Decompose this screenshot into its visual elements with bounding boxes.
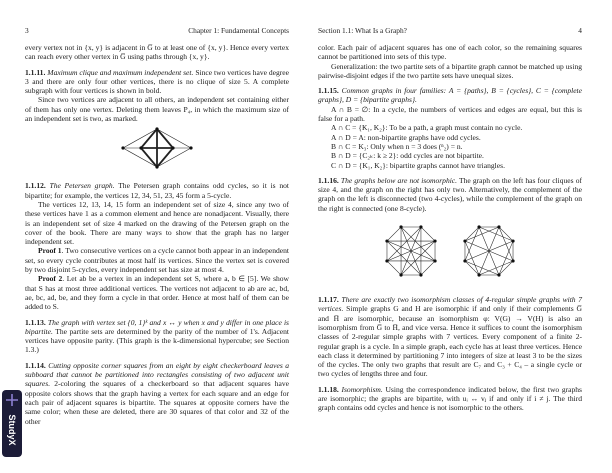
exercise-number: 1.1.17.	[318, 295, 339, 305]
vertex	[139, 147, 142, 150]
clique-figure	[107, 123, 207, 175]
set-line: B ∩ C = K₃: Only when n = 3 does (ⁿ₂) = n.	[331, 141, 463, 151]
exercise-title: Isomorphism.	[341, 384, 383, 394]
vertex	[419, 225, 422, 228]
exercise-text: 2-coloring the squares of a checkerboard so that adjacent squares have opposite colors shows that the graph having a vertex for each square and an edge for each pair of adjacent squares is bipartite. The squares at opposite corners have the same color; when these are deleted, there are 30 squares of that color and 32 of the other	[25, 379, 290, 426]
edge	[499, 227, 513, 241]
edge	[465, 261, 479, 275]
proof-text: . Let ab be a vertex in an independent set S, where a, b ∈ [5]. We show that S has at most three additional vertices. The vertices not adjacent to ab are ac, bd, ae, bc, ad, be, and they form a cycle in that order. Hence at most half of them can be added to S.	[25, 274, 290, 312]
bold-edge	[157, 148, 173, 167]
exercise-1-1-18	[318, 385, 582, 413]
vertex	[155, 128, 158, 131]
vertex	[497, 273, 500, 276]
paragraph: every vertex not in {x, y} is adjacent in G̅ to at least one of {x, y}. Hence every vertex can reach every other vertex in G̅ using paths through {x, y}.	[25, 43, 289, 62]
exercise-1-1-16	[318, 176, 582, 289]
edge	[157, 129, 191, 148]
vertex	[385, 239, 388, 242]
exercise-number: 1.1.14.	[25, 360, 46, 370]
edge	[421, 227, 435, 241]
vertex	[385, 259, 388, 262]
paragraph: Since two vertices are adjacent to all others, an independent set containing either of them has only one vertex. Deleting them leaves P₄, in which the maximum size of an independent set is two, as marked.	[25, 95, 289, 124]
vertex	[189, 147, 192, 150]
proof-label: Proof 1	[38, 246, 62, 256]
exercise-title: The Petersen graph.	[49, 181, 115, 191]
exercise-number: 1.1.15.	[318, 86, 339, 96]
edge	[387, 227, 401, 241]
set-line: A ∩ C = {K₁, K₂}: To be a path, a graph must contain no cycle.	[331, 123, 523, 133]
exercise-title: The graph with vertex set {0, 1}ᵏ and x ↔ y when x and y differ in one place is bipartite.	[25, 317, 289, 336]
bold-edge	[157, 129, 173, 148]
bold-edge	[141, 129, 157, 148]
exercise-number: 1.1.16.	[318, 175, 339, 185]
exercise-text: Using the correspondence indicated below, the first two graphs are isomorphic; the graphs are bipartite, with uᵢ ↔ vⱼ if and only if i ≠ j. The third graph contains odd cycles and hence is not isomorphic to the others.	[318, 384, 582, 413]
running-head: Chapter 1: Fundamental Concepts	[188, 26, 289, 35]
exercise-1-1-17	[318, 295, 582, 379]
running-header	[25, 26, 289, 36]
vertex	[433, 239, 436, 242]
vertex	[433, 259, 436, 262]
set-line: B ∩ D = {C₂ₖ: k ≥ 2}: odd cycles are not bipartite.	[331, 151, 484, 161]
vertex	[171, 147, 174, 150]
bold-edge	[141, 148, 157, 167]
exercise-title: Common graphs in four families: A = {paths}, B = {cycles}, C = {complete graphs}, D = {bipartite graphs}.	[318, 86, 582, 105]
exercise-title: Maximum clique and maximum independent set.	[47, 67, 194, 77]
running-head: Section 1.1: What Is a Graph?	[318, 26, 407, 35]
exercise-1-1-14	[25, 361, 289, 426]
exercise-number: 1.1.11.	[25, 67, 46, 77]
page-number: 4	[578, 26, 582, 35]
vertex	[399, 225, 402, 228]
exercise-number: 1.1.18.	[318, 384, 339, 394]
exercise-title: Cutting opposite corner squares from an eight by eight checkerboard leaves a subboard that cannot be partitioned into rectangles consisting of two adjacent unit squares.	[25, 360, 289, 389]
set-line: C ∩ D = {K₁, K₂}: bipartite graphs cannot have triangles.	[331, 160, 505, 170]
paragraph: color. Each pair of adjacent squares has one of each color, so the remaining squares cannot be partitioned into sets of this type.	[318, 43, 582, 62]
exercise-number: 1.1.13.	[25, 317, 46, 327]
edge	[401, 241, 435, 275]
exercise-text: The partite sets are determined by the parity of the number of 1's. Adjacent vertices have opposite parity. (This graph is the k-dimensional hypercube; see Section 1.3.)	[25, 326, 289, 355]
vertex	[121, 147, 124, 150]
vertex	[419, 273, 422, 276]
set-line: A ∩ D = A: non-bipartite graphs have odd cycles.	[331, 132, 481, 142]
studyx-badge[interactable]	[2, 390, 22, 457]
badge-label: StudyX	[7, 414, 17, 446]
vertex	[477, 273, 480, 276]
edge	[401, 227, 435, 261]
plus-icon	[6, 394, 18, 406]
exercise-number: 1.1.12.	[25, 181, 46, 191]
exercise-title: The graphs below are not isomorphic.	[340, 175, 458, 185]
edge	[387, 227, 421, 261]
exercise-text: The graph on the left has four cliques of size 4, and the graph on the right has only two. Alternatively, the complement of the graph on the left is disconnected (two 4-cycles), while the complement of the graph on the right is connected (one 8-cycle).	[318, 175, 582, 213]
vertex	[155, 166, 158, 169]
vertex	[399, 273, 402, 276]
edge	[123, 148, 157, 167]
exercise-title: There are exactly two isomorphism classes of 4-regular simple graphs with 7 vertices.	[318, 295, 582, 314]
paragraph: The vertices 12, 13, 14, 15 form an independent set of size 4, since any two of these vertices have 1 as a common element and hence are nonadjacent. Visually, there is an independent set of size 4 marked on the drawing of the Petersen graph on the cover of the book. There are many ways to show that the graph has no larger independent set.	[25, 199, 289, 247]
paragraph: Generalization: the two partite sets of a bipartite graph cannot be matched up using pairwise-disjoint edges if the two partite sets have unequal sizes.	[318, 61, 582, 80]
page-number: 3	[25, 26, 29, 35]
edge	[387, 261, 401, 275]
edge	[465, 227, 479, 241]
exercise-1-1-12	[25, 181, 289, 311]
exercise-1-1-15	[318, 86, 582, 170]
exercise-text: Since two vertices have degree 3 and there are only four other vertices, there is no clique of size 5. A complete subgraph with four vertices is shown in bold.	[25, 67, 289, 96]
set-line: A ∩ B = ∅: In a cycle, the numbers of vertices and edges are equal, but this is false for a path.	[318, 104, 582, 124]
proof-label: Proof 2	[38, 274, 63, 284]
running-header	[318, 26, 582, 36]
exercise-text: The Petersen graph contains odd cycles, so it is not bipartite; for example, the vertices 12, 34, 51, 23, 45 form a 5-cycle.	[25, 181, 289, 200]
octagon-graphs-figure	[318, 213, 582, 289]
edge	[387, 241, 421, 275]
vertex	[463, 239, 466, 242]
vertex	[497, 225, 500, 228]
proof-text: . Two consecutive vertices on a cycle cannot both appear in an independent set, so every cycle contributes at most half its vertices. Since the vertex set is covered by two disjoint 5-cycles, every independent set has size at most 4.	[25, 246, 290, 275]
edge	[499, 261, 513, 275]
edge	[157, 148, 191, 167]
exercise-1-1-13	[25, 318, 289, 355]
edge	[421, 261, 435, 275]
vertex	[477, 225, 480, 228]
vertex	[463, 259, 466, 262]
exercise-1-1-11	[25, 68, 289, 176]
vertex	[511, 239, 514, 242]
exercise-text: Simple graphs G and H are isomorphic if and only if their complements G̅ and H̅ are isomorphic, because an isomorphism φ: V(G) → V(H) is also an isomorphism from G̅ to H̅, and vice versa. Hence it suffices to count the isomorphism classes of 2-regular simple graphs with 7 vertices. Every component of a finite 2-regular graph is a cycle. In a simple graph, each cycle has at least three vertices. Hence each class it determined by partitioning 7 into integers of size at least 3 to be the sizes of the cycles. The only two graphs that result are C₇ and C₃ + C₄ – a single cycle or two cycles of lengths three and four.	[318, 304, 582, 379]
vertex	[511, 259, 514, 262]
edge	[123, 129, 157, 148]
